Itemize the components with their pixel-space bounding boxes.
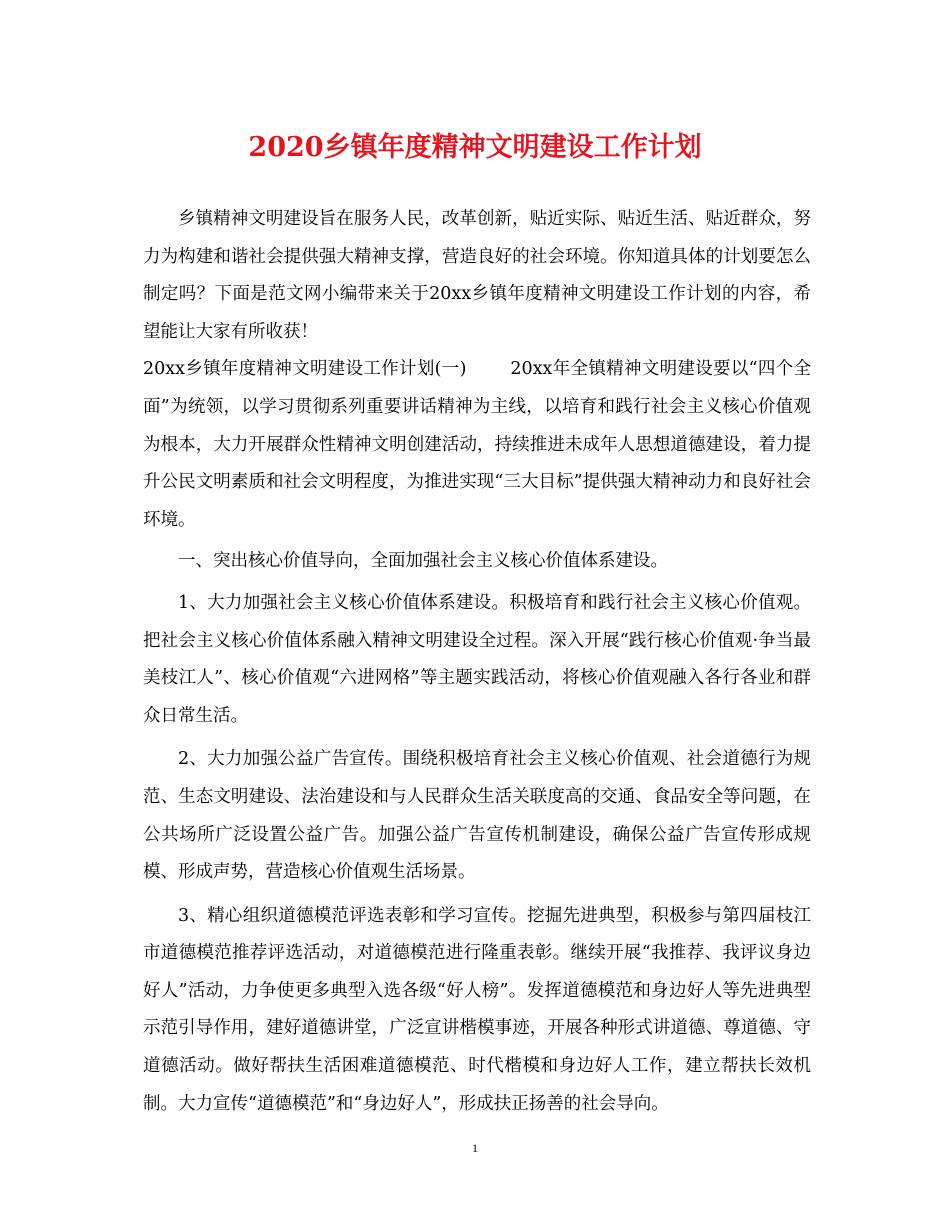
item-2-paragraph: 2、大力加强公益广告宣传。围绕积极培育社会主义核心价值观、社会道德行为规范、生态文明建设、法治建设和与人民群众生活关联度高的交通、食品安全等问题，在公共场所广泛设置公益广告。加强公益广告宣传机制建设，确保公益广告宣传形成规模、形成声势，营造核心价值观生活场景。: [143, 749, 811, 883]
section-heading-one: 一、突出核心价值导向，全面加强社会主义核心价值体系建设。: [178, 551, 668, 572]
intro-paragraph: 乡镇精神文明建设旨在服务人民，改革创新，贴近实际、贴近生活、贴近群众，努力为构建和谐社会提供强大精神支撑，营造良好的社会环境。你知道具体的计划要怎么制定吗？下面是范文网小编带来关于20xx乡镇年度精神文明建设工作计划的内容，希望能让大家有所收获！: [143, 209, 811, 342]
document-title: 2020乡镇年度精神文明建设工作计划: [248, 132, 702, 163]
page-number: 1: [472, 1141, 478, 1155]
item-3-paragraph: 3、精心组织道德模范评选表彰和学习宣传。挖掘先进典型，积极参与第四届枝江市道德模范推荐评选活动，对道德模范进行隆重表彰。继续开展“我推荐、我评议身边好人”活动，力争使更多典型入选各级“好人榜”。发挥道德模范和身边好人等先进典型示范引导作用，建好道德讲堂，广泛宣讲楷模事迹，开展各种形式讲道德、尊道德、守道德活动。做好帮扶生活困难道德模范、时代楷模和身边好人工作，建立帮扶长效机制。大力宣传“道德模范”和“身边好人”，形成扶正扬善的社会导向。: [143, 905, 811, 1114]
plan-subheading: 20xx乡镇年度精神文明建设工作计划(一): [143, 359, 467, 380]
plan-subheading-paragraph: [143, 351, 811, 539]
opening-text: 20xx年全镇精神文明建设要以“四个全面”为统领，以学习贯彻系列重要讲话精神为主线，以培育和践行社会主义核心价值观为根本，大力开展群众性精神文明创建活动，持续推进未成年人思想道德建设，着力提升公民文明素质和社会文明程度，为推进实现“三大目标”提供强大精神动力和良好社会环境。: [143, 359, 812, 530]
item-1-paragraph: 1、大力加强社会主义核心价值体系建设。积极培育和践行社会主义核心价值观。把社会主义核心价值体系融入精神文明建设全过程。深入开展“践行核心价值观·争当最美枝江人”、核心价值观“六进网格”等主题实践活动，将核心价值观融入各行各业和群众日常生活。: [143, 592, 811, 726]
document-body: [143, 201, 811, 1123]
